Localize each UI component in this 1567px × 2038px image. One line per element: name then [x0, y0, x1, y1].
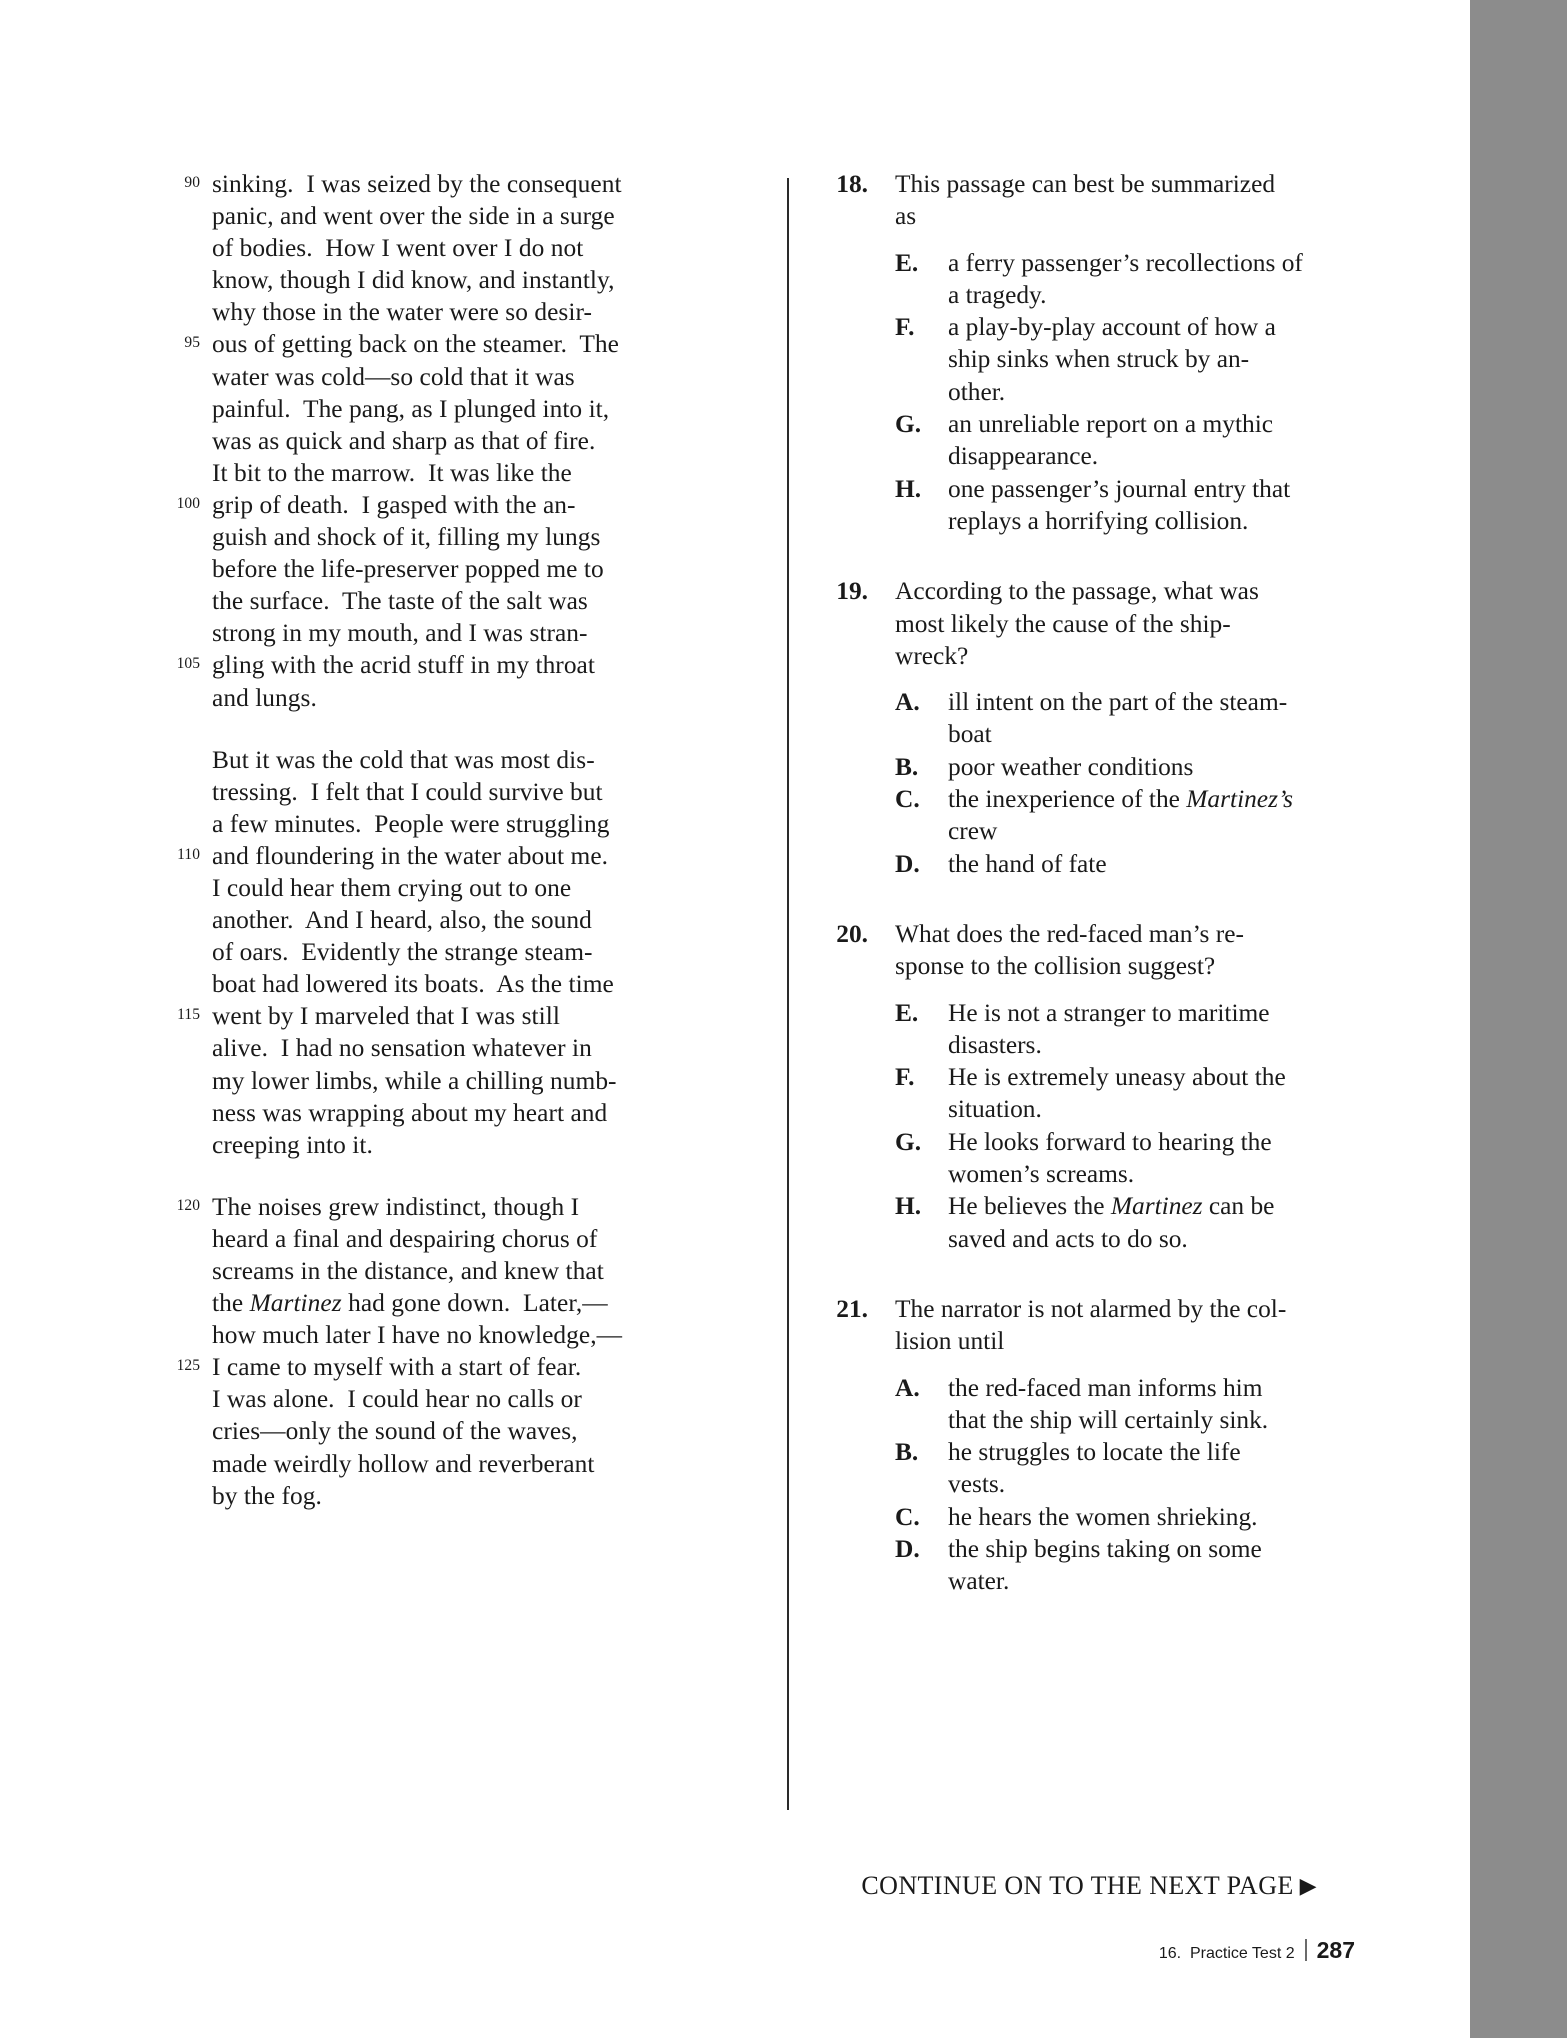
passage-line	[160, 1191, 660, 1223]
answer-choice-letter: A.	[895, 688, 920, 717]
passage-line-text: and floundering in the water about me.	[212, 841, 609, 870]
answer-choice-letter: F.	[895, 313, 915, 342]
passage-line-text: why those in the water were so desir-	[212, 298, 592, 327]
question-number: 21.	[836, 1294, 868, 1323]
page-edge-bar	[1470, 0, 1567, 2038]
question-stem	[820, 918, 1380, 983]
passage-line	[160, 296, 660, 328]
question-block	[820, 918, 1380, 1255]
answer-choice-letter: C.	[895, 1502, 920, 1531]
answer-choice-letter: G.	[895, 1127, 922, 1156]
passage-line	[160, 968, 660, 1000]
passage-line-text: was as quick and sharp as that of fire.	[212, 426, 596, 455]
question-block	[820, 168, 1380, 537]
passage-line	[160, 904, 660, 936]
answer-choice-line: that the ship will certainly sink.	[948, 1405, 1269, 1434]
passage-line	[160, 1129, 660, 1161]
answer-choices	[820, 686, 1380, 880]
passage-line-text: by the fog.	[212, 1481, 322, 1510]
answer-choice-letter: D.	[895, 1534, 920, 1563]
line-number: 120	[176, 1196, 200, 1214]
answer-choice-line: water.	[948, 1567, 1010, 1596]
passage-line	[160, 264, 660, 296]
question-stem-line: wreck?	[895, 641, 969, 670]
passage-line	[160, 840, 660, 872]
passage-line	[160, 521, 660, 553]
column-divider-rule	[787, 178, 789, 1810]
passage-paragraph	[160, 744, 660, 1161]
passage-line	[160, 200, 660, 232]
answer-choice-line: other.	[948, 377, 1006, 406]
answer-choice-line: the red-faced man informs him	[948, 1373, 1263, 1402]
answer-choice-letter: A.	[895, 1373, 920, 1402]
passage-line-text: went by I marveled that I was still	[212, 1002, 560, 1031]
passage-line-text: I could hear them crying out to one	[212, 873, 572, 902]
passage-line-text: The noises grew indistinct, though I	[212, 1192, 580, 1221]
passage-paragraph	[160, 1191, 660, 1512]
line-number: 125	[176, 1357, 200, 1375]
answer-choice-line: disasters.	[948, 1030, 1042, 1059]
passage-line-text: water was cold—so cold that it was	[212, 362, 575, 391]
passage-line	[160, 1351, 660, 1383]
continue-text: CONTINUE ON TO THE NEXT PAGE	[861, 1871, 1294, 1900]
line-number: 115	[177, 1006, 200, 1024]
passage-line-text: another. And I heard, also, the sound	[212, 906, 592, 935]
answer-choices	[820, 997, 1380, 1255]
answer-choice-line: replays a horrifying collision.	[948, 506, 1249, 535]
answer-choice[interactable]	[820, 247, 1380, 312]
passage-line	[160, 1223, 660, 1255]
question-stem-line: This passage can best be summarized	[895, 170, 1276, 198]
answer-choice-letter: G.	[895, 410, 922, 439]
passage-line	[160, 1255, 660, 1287]
passage-paragraph	[160, 168, 660, 714]
question-number: 18.	[836, 170, 868, 198]
question-stem	[820, 1293, 1380, 1358]
page-number: 287	[1316, 1937, 1355, 1963]
answer-choice-line: saved and acts to do so.	[948, 1224, 1188, 1253]
footer-divider	[1305, 1939, 1307, 1961]
answer-choice-letter: B.	[895, 752, 919, 781]
answer-choice-line: boat	[948, 720, 992, 749]
passage-line	[160, 393, 660, 425]
passage-line-text: tressing. I felt that I could survive but	[212, 777, 603, 806]
answer-choice[interactable]	[820, 1436, 1380, 1501]
ship-name-italic: Martinez’s	[1186, 785, 1294, 814]
line-number: 105	[176, 655, 200, 673]
answer-choice[interactable]	[820, 311, 1380, 408]
question-block	[820, 575, 1380, 880]
answer-choice-line: women’s screams.	[948, 1160, 1135, 1189]
answer-choice-line: a play-by-play account of how a	[948, 313, 1276, 342]
answer-choice[interactable]	[820, 1126, 1380, 1191]
answer-choice-letter: H.	[895, 474, 922, 503]
answer-choice-line: ship sinks when struck by an-	[948, 345, 1250, 374]
answer-choice-letter: D.	[895, 849, 920, 878]
answer-choice-line: one passenger’s journal entry that	[948, 474, 1291, 503]
passage-line	[160, 617, 660, 649]
passage-line-text: know, though I did know, and instantly,	[212, 266, 615, 295]
question-stem-line: The narrator is not alarmed by the col-	[895, 1294, 1287, 1323]
question-stem-line: lision until	[895, 1327, 1005, 1356]
passage-line-text: But it was the cold that was most dis-	[212, 745, 595, 774]
passage-line	[160, 425, 660, 457]
page-footer	[1159, 1936, 1355, 1964]
answer-choice[interactable]	[820, 997, 1380, 1062]
answer-choices	[820, 1372, 1380, 1598]
questions-column	[820, 168, 1380, 1636]
passage-line	[160, 1319, 660, 1351]
answer-choice-line: He is extremely uneasy about the	[948, 1063, 1286, 1092]
question-stem-line: According to the passage, what was	[895, 577, 1259, 606]
answer-choice[interactable]	[820, 1190, 1380, 1255]
answer-choice-letter: F.	[895, 1063, 915, 1092]
question-number: 20.	[836, 919, 868, 948]
passage-line-text: of bodies. How I went over I do not	[212, 234, 584, 263]
passage-line-text: and lungs.	[212, 683, 317, 712]
answer-choice-line: disappearance.	[948, 442, 1099, 471]
line-number: 90	[184, 174, 200, 191]
passage-line	[160, 232, 660, 264]
answer-choice[interactable]	[820, 408, 1380, 473]
answer-choice-letter: B.	[895, 1438, 919, 1467]
answer-choice-line: the hand of fate	[948, 849, 1107, 878]
passage-line-text: heard a final and despairing chorus of	[212, 1224, 598, 1253]
passage-line-text: I was alone. I could hear no calls or	[212, 1385, 582, 1414]
answer-choice-line: crew	[948, 817, 998, 846]
passage-line	[160, 1032, 660, 1064]
answer-choice[interactable]	[820, 1533, 1380, 1598]
passage-line	[160, 682, 660, 714]
passage-line-text: It bit to the marrow. It was like the	[212, 458, 572, 487]
answer-choice[interactable]	[820, 1501, 1380, 1533]
answer-choice[interactable]	[820, 1372, 1380, 1437]
answer-choice-line: He looks forward to hearing the	[948, 1127, 1272, 1156]
answer-choice-line: He believes the Martinez can be	[948, 1192, 1275, 1221]
passage-line	[160, 1480, 660, 1512]
passage-line	[160, 168, 660, 200]
passage-line-text: my lower limbs, while a chilling numb-	[212, 1066, 617, 1095]
passage-line-text: gling with the acrid stuff in my throat	[212, 651, 595, 680]
passage-line	[160, 328, 660, 360]
answer-choice[interactable]	[820, 751, 1380, 783]
passage-line	[160, 489, 660, 521]
passage-line-text: ous of getting back on the steamer. The	[212, 330, 619, 359]
answer-choice-line: he hears the women shrieking.	[948, 1502, 1258, 1531]
answer-choice-letter: E.	[895, 248, 919, 277]
answer-choice-line: situation.	[948, 1095, 1042, 1124]
answer-choice-letter: E.	[895, 998, 919, 1027]
passage-line-text: boat had lowered its boats. As the time	[212, 970, 614, 999]
passage-line-text: cries—only the sound of the waves,	[212, 1417, 578, 1446]
passage-line	[160, 457, 660, 489]
answer-choice-line: He is not a stranger to maritime	[948, 998, 1270, 1027]
passage-line-text: creeping into it.	[212, 1130, 373, 1159]
question-stem	[820, 575, 1380, 672]
passage-line	[160, 936, 660, 968]
answer-choices	[820, 247, 1380, 538]
question-stem	[820, 168, 1380, 233]
ship-name-italic: Martinez	[1110, 1192, 1203, 1221]
answer-choice-letter: H.	[895, 1192, 922, 1221]
answer-choice[interactable]	[820, 848, 1380, 880]
line-number: 110	[177, 845, 200, 863]
passage-line	[160, 872, 660, 904]
passage-column	[160, 168, 660, 1512]
passage-line	[160, 1415, 660, 1447]
ship-name-italic: Martinez	[249, 1289, 342, 1318]
passage-line-text: ness was wrapping about my heart and	[212, 1098, 608, 1127]
passage-line-text: alive. I had no sensation whatever in	[212, 1034, 592, 1063]
passage-line-text: the Martinez had gone down. Later,—	[212, 1289, 608, 1318]
passage-line-text: the surface. The taste of the salt was	[212, 587, 588, 616]
answer-choice-line: the inexperience of the Martinez’s	[948, 785, 1294, 814]
passage-line-text: how much later I have no knowledge,—	[212, 1321, 623, 1350]
answer-choice[interactable]	[820, 783, 1380, 848]
continue-arrow-icon: ▶	[1299, 1873, 1317, 1898]
passage-line	[160, 1097, 660, 1129]
question-stem-line: as	[895, 202, 917, 231]
answer-choice[interactable]	[820, 473, 1380, 538]
question-stem-line: sponse to the collision suggest?	[895, 952, 1216, 981]
passage-line	[160, 1000, 660, 1032]
passage-line	[160, 744, 660, 776]
passage-line	[160, 1287, 660, 1319]
question-stem-line: What does the red-faced man’s re-	[895, 919, 1244, 948]
answer-choice-line: he struggles to locate the life	[948, 1438, 1241, 1467]
answer-choice[interactable]	[820, 686, 1380, 751]
passage-line	[160, 553, 660, 585]
passage-line	[160, 585, 660, 617]
answer-choice[interactable]	[820, 1061, 1380, 1126]
passage-line	[160, 808, 660, 840]
answer-choice-line: a tragedy.	[948, 280, 1047, 309]
passage-line-text: of oars. Evidently the strange steam-	[212, 938, 593, 967]
passage-line	[160, 1065, 660, 1097]
answer-choice-line: vests.	[948, 1470, 1006, 1499]
passage-line	[160, 361, 660, 393]
answer-choice-line: ill intent on the part of the steam-	[948, 688, 1288, 717]
footer-chapter-label: 16. Practice Test 2	[1158, 1945, 1295, 1962]
passage-line-text: panic, and went over the side in a surge	[212, 202, 615, 231]
passage-line-text: a few minutes. People were struggling	[212, 809, 610, 838]
passage-line-text: I came to myself with a start of fear.	[212, 1353, 582, 1382]
passage-line-text: guish and shock of it, filling my lungs	[212, 523, 601, 552]
passage-line-text: sinking. I was seized by the consequent	[212, 170, 622, 198]
passage-line	[160, 776, 660, 808]
passage-line	[160, 649, 660, 681]
line-number: 95	[184, 334, 200, 352]
passage-line	[160, 1448, 660, 1480]
passage-line-text: made weirdly hollow and reverberant	[212, 1449, 595, 1478]
answer-choice-line: the ship begins taking on some	[948, 1534, 1262, 1563]
answer-choice-line: an unreliable report on a mythic	[948, 410, 1274, 439]
question-number: 19.	[836, 577, 868, 606]
question-block	[820, 1293, 1380, 1598]
passage-line	[160, 1383, 660, 1415]
answer-choice-line: a ferry passenger’s recollections of	[948, 248, 1303, 277]
passage-line-text: strong in my mouth, and I was stran-	[212, 619, 588, 648]
question-stem-line: most likely the cause of the ship-	[895, 609, 1231, 638]
passage-line-text: before the life-preserver popped me to	[212, 555, 604, 584]
continue-notice	[820, 1838, 1380, 1934]
passage-line-text: screams in the distance, and knew that	[212, 1257, 604, 1285]
answer-choice-letter: C.	[895, 785, 920, 814]
answer-choice-line: poor weather conditions	[948, 752, 1194, 781]
line-number: 100	[176, 494, 200, 512]
passage-line-text: painful. The pang, as I plunged into it,	[212, 394, 610, 423]
passage-line-text: grip of death. I gasped with the an-	[212, 490, 576, 519]
